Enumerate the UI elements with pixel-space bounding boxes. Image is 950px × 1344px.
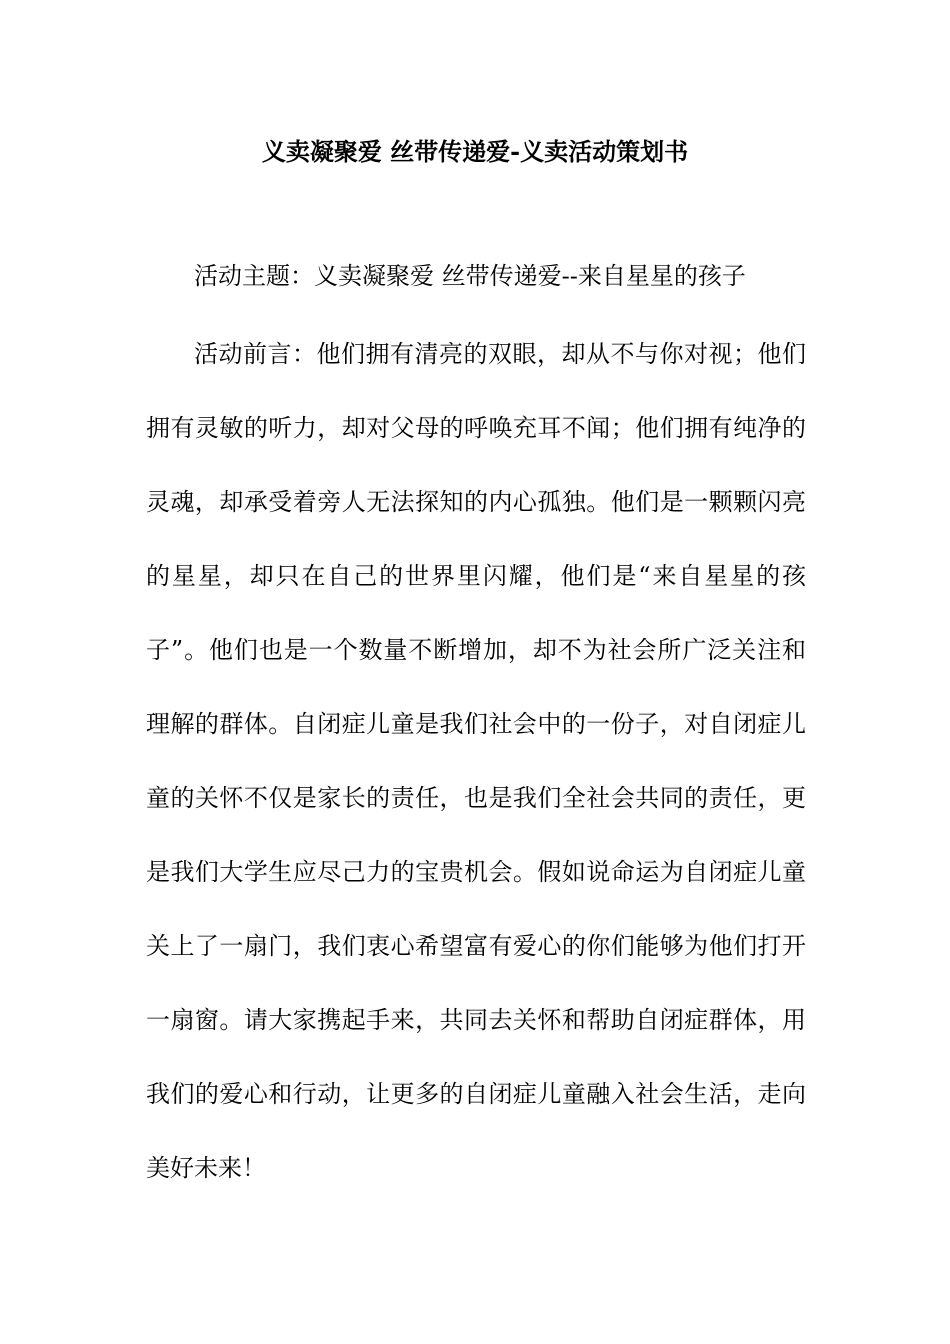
preface-line: 的星星，却只在自己的世界里闪耀，他们是“来自星星的孩: [146, 562, 806, 590]
preface-line: 拥有灵敏的听力，却对父母的呼唤充耳不闻；他们拥有纯净的: [146, 414, 806, 442]
preface-line: 是我们大学生应尽己力的宝贵机会。假如说命运为自闭症儿童: [146, 858, 806, 886]
preface-line: 美好未来！: [146, 1154, 266, 1182]
preface-line: 活动前言：他们拥有清亮的双眼，却从不与你对视；他们: [194, 340, 806, 368]
preface-line: 理解的群体。自闭症儿童是我们社会中的一份子，对自闭症儿: [146, 710, 806, 738]
activity-theme-text: 活动主题：义卖凝聚爱 丝带传递爱--来自星星的孩子: [194, 262, 746, 290]
preface-line: 子”。他们也是一个数量不断增加，却不为社会所广泛关注和: [146, 636, 806, 664]
preface-line: 我们的爱心和行动，让更多的自闭症儿童融入社会生活，走向: [146, 1080, 806, 1108]
preface-line: 童的关怀不仅是家长的责任，也是我们全社会共同的责任，更: [146, 784, 806, 812]
activity-theme: [146, 256, 806, 296]
preface-line: 一扇窗。请大家携起手来，共同去关怀和帮助自闭症群体，用: [146, 1006, 806, 1034]
preface-line: 关上了一扇门，我们衷心希望富有爱心的你们能够为他们打开: [146, 932, 806, 960]
activity-preface: [146, 334, 806, 1222]
document-title: 义卖凝聚爱 丝带传递爱-义卖活动策划书: [261, 137, 689, 166]
preface-line: 灵魂，却承受着旁人无法探知的内心孤独。他们是一颗颗闪亮: [146, 488, 806, 516]
